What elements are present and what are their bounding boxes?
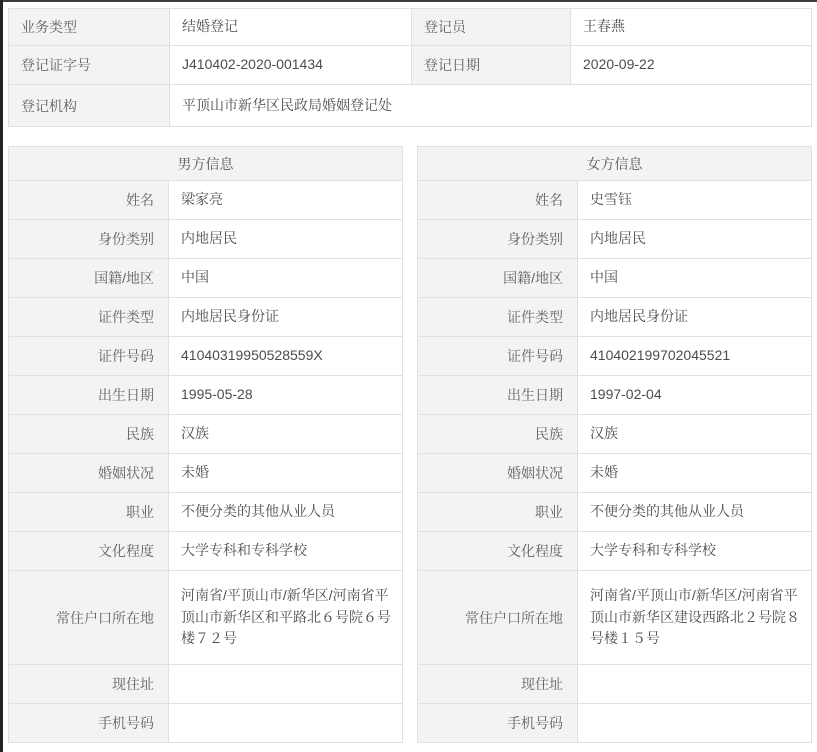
field-value-registrar: 王春燕: [571, 9, 812, 46]
field-label-current-address: 现住址: [9, 665, 169, 704]
field-value-business-type: 结婚登记: [170, 9, 412, 46]
field-label-nationality: 国籍/地区: [9, 259, 169, 298]
field-value-name: 史雪钰: [578, 181, 812, 220]
field-value-id-number: 41040319950528559X: [169, 337, 403, 376]
field-value-mobile-number: [169, 704, 403, 743]
registration-summary-table: [8, 8, 812, 127]
table-row: [418, 259, 812, 298]
field-value-ethnicity: 汉族: [578, 415, 812, 454]
field-label-mobile-number: 手机号码: [9, 704, 169, 743]
table-row: [9, 181, 403, 220]
field-value-ethnicity: 汉族: [169, 415, 403, 454]
field-label-business-type: 业务类型: [9, 9, 170, 46]
field-value-id-number: 410402199702045521: [578, 337, 812, 376]
table-row: [9, 147, 403, 181]
field-label-birth-date: 出生日期: [418, 376, 578, 415]
female-info-table: [417, 146, 812, 743]
field-label-household-address: 常住户口所在地: [418, 571, 578, 665]
field-label-ethnicity: 民族: [9, 415, 169, 454]
field-label-nationality: 国籍/地区: [418, 259, 578, 298]
table-row: [9, 376, 403, 415]
field-value-registration-office: 平顶山市新华区民政局婚姻登记处: [170, 85, 812, 127]
field-value-nationality: 中国: [169, 259, 403, 298]
field-label-education: 文化程度: [9, 532, 169, 571]
field-label-name: 姓名: [9, 181, 169, 220]
field-label-identity-category: 身份类别: [418, 220, 578, 259]
table-row: [9, 259, 403, 298]
field-value-birth-date: 1997-02-04: [578, 376, 812, 415]
window-left-edge: [0, 0, 3, 752]
field-value-marital-status: 未婚: [169, 454, 403, 493]
table-row: [9, 454, 403, 493]
male-info-header: 男方信息: [9, 147, 403, 181]
field-value-occupation: 不便分类的其他从业人员: [578, 493, 812, 532]
field-label-marital-status: 婚姻状况: [9, 454, 169, 493]
table-row: [418, 298, 812, 337]
field-label-mobile-number: 手机号码: [418, 704, 578, 743]
table-row: [418, 454, 812, 493]
table-row: [9, 337, 403, 376]
field-value-current-address: [578, 665, 812, 704]
field-value-id-type: 内地居民身份证: [578, 298, 812, 337]
field-label-marital-status: 婚姻状况: [418, 454, 578, 493]
field-value-occupation: 不便分类的其他从业人员: [169, 493, 403, 532]
field-value-household-address: 河南省/平顶山市/新华区/河南省平顶山市新华区和平路北６号院６号楼７２号: [169, 571, 403, 665]
field-label-certificate-number: 登记证字号: [9, 46, 170, 85]
table-row: [418, 665, 812, 704]
table-row: [418, 571, 812, 665]
field-label-ethnicity: 民族: [418, 415, 578, 454]
field-value-registration-date: 2020-09-22: [571, 46, 812, 85]
field-label-current-address: 现住址: [418, 665, 578, 704]
window-top-edge: [0, 0, 817, 2]
table-row: [9, 493, 403, 532]
field-label-id-number: 证件号码: [418, 337, 578, 376]
table-row: [418, 493, 812, 532]
table-row: [418, 415, 812, 454]
field-label-registrar: 登记员: [412, 9, 571, 46]
table-row: [418, 376, 812, 415]
table-row: [9, 46, 812, 85]
field-label-birth-date: 出生日期: [9, 376, 169, 415]
table-row: [9, 415, 403, 454]
field-label-id-type: 证件类型: [418, 298, 578, 337]
table-row: [418, 532, 812, 571]
field-value-birth-date: 1995-05-28: [169, 376, 403, 415]
table-row: [9, 298, 403, 337]
field-value-education: 大学专科和专科学校: [578, 532, 812, 571]
table-row: [9, 532, 403, 571]
field-value-id-type: 内地居民身份证: [169, 298, 403, 337]
field-label-id-type: 证件类型: [9, 298, 169, 337]
table-row: [9, 704, 403, 743]
field-value-education: 大学专科和专科学校: [169, 532, 403, 571]
table-row: [418, 337, 812, 376]
table-row: [9, 665, 403, 704]
male-info-table: [8, 146, 403, 743]
field-value-household-address: 河南省/平顶山市/新华区/河南省平顶山市新华区建设西路北２号院８号楼１５号: [578, 571, 812, 665]
field-value-nationality: 中国: [578, 259, 812, 298]
field-value-identity-category: 内地居民: [169, 220, 403, 259]
table-row: [418, 220, 812, 259]
field-label-registration-date: 登记日期: [412, 46, 571, 85]
field-label-household-address: 常住户口所在地: [9, 571, 169, 665]
field-value-identity-category: 内地居民: [578, 220, 812, 259]
field-label-education: 文化程度: [418, 532, 578, 571]
field-label-registration-office: 登记机构: [9, 85, 170, 127]
table-row: [418, 147, 812, 181]
field-value-certificate-number: J410402-2020-001434: [170, 46, 412, 85]
field-label-occupation: 职业: [418, 493, 578, 532]
field-value-marital-status: 未婚: [578, 454, 812, 493]
field-value-current-address: [169, 665, 403, 704]
field-label-occupation: 职业: [9, 493, 169, 532]
table-row: [9, 85, 812, 127]
field-value-name: 梁家亮: [169, 181, 403, 220]
table-row: [418, 704, 812, 743]
table-row: [9, 220, 403, 259]
table-row: [9, 9, 812, 46]
table-row: [9, 571, 403, 665]
field-label-name: 姓名: [418, 181, 578, 220]
field-label-identity-category: 身份类别: [9, 220, 169, 259]
table-row: [418, 181, 812, 220]
field-value-mobile-number: [578, 704, 812, 743]
field-label-id-number: 证件号码: [9, 337, 169, 376]
female-info-header: 女方信息: [418, 147, 812, 181]
